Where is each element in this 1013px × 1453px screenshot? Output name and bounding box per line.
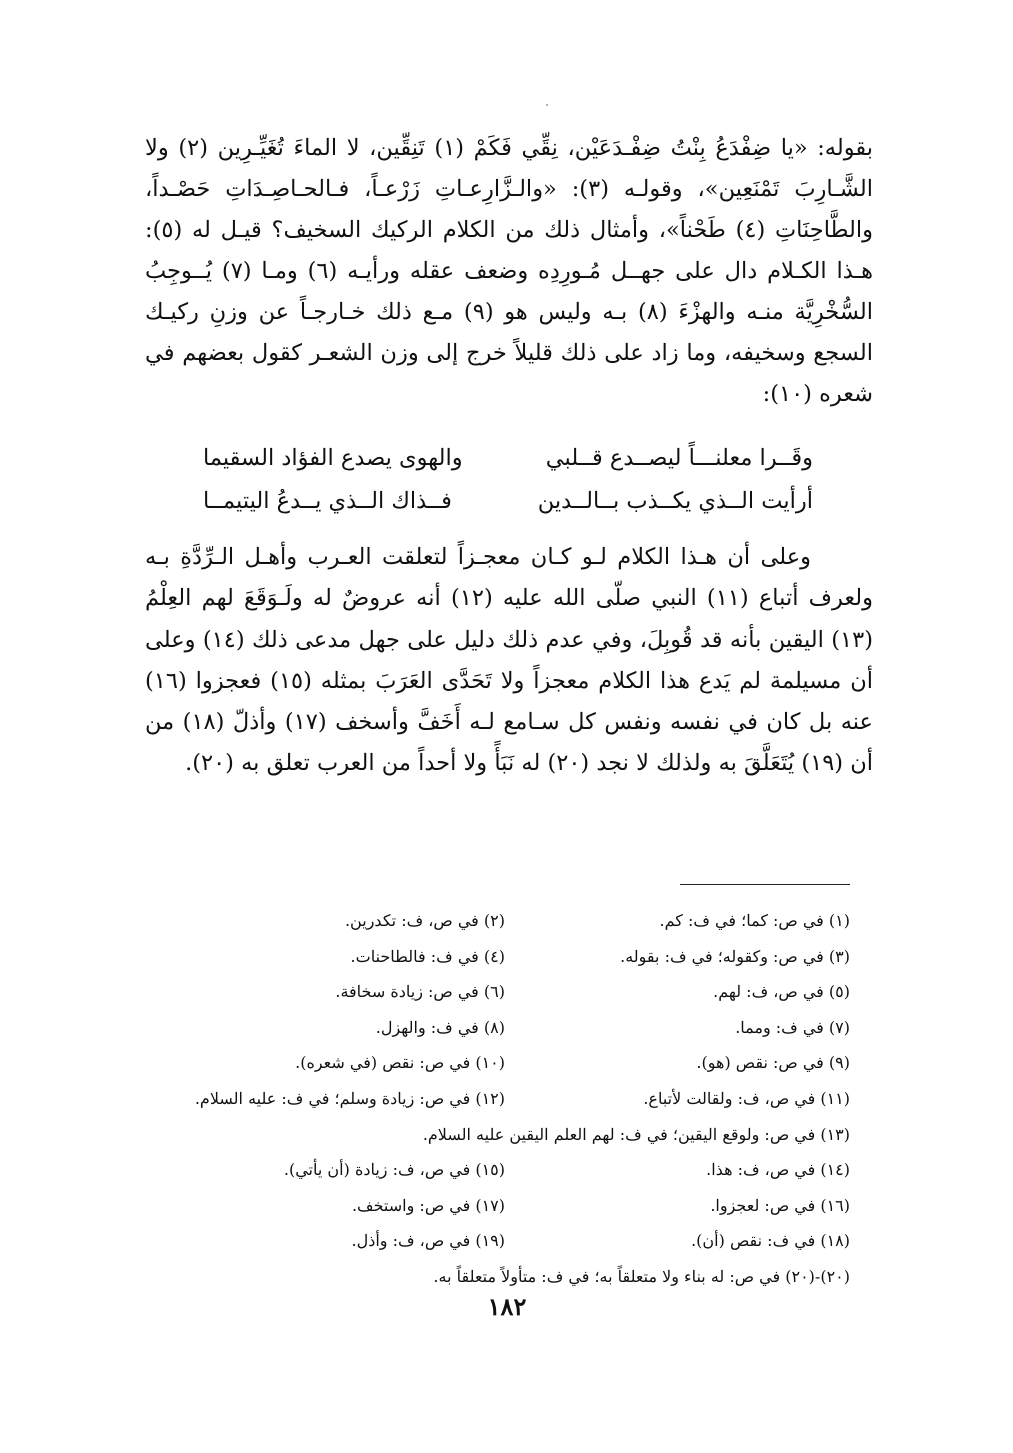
footnote: (٨) في ف: والهزل.: [375, 1017, 505, 1037]
scan-speck: [546, 104, 548, 106]
verse-second-hemistich: فــذاك الــذي يــدعُ اليتيمــا: [203, 488, 452, 514]
footnote: (١٤) في ص، ف: هذا.: [706, 1160, 850, 1180]
footnote-row: [160, 903, 850, 939]
poem-verses: [203, 437, 813, 523]
footnote: (٤) في ف: فالطاحنات.: [350, 946, 505, 966]
paragraph-2: وعلى أن هـذا الكلام لـو كـان معجـزاً لتعلقت العـرب وأهـل الـرِّدَّةِ بـه ولعرف أتباع (١١) النبي صلّى الله عليه (١٢) أنه عروضٌ له ولَـوَقَعَ لهم العِلْمُ (١٣) اليقين بأنه قد قُوبِلَ، وفي عدم ذلك دليل على جهل مدعى ذلك (١٤) وعلى أن مسيلمة لم يَدع هذا الكلام معجزاً ولا تَحَدَّى العَرَبَ بمثله (١٥) فعجزوا (١٦) عنه بل كان في نفسه ونفس كل سـامع لـه أَخَفَّ وأسخف (١٧) وأذلّ (١٨) من أن (١٩) يُتَعَلَّقَ به ولذلك لا نجد (٢٠) له نَبَأً ولا أحداً من العرب تعلق به (٢٠).: [145, 544, 873, 777]
main-paragraph: [145, 128, 873, 415]
verse-line: [203, 480, 813, 523]
footnote-row: [160, 939, 850, 975]
footnote: (١٥) في ص، ف: زيادة (أن يأتي).: [283, 1160, 505, 1180]
footnote: (١) في ص: كما؛ في ف: كم.: [659, 911, 850, 930]
footnote: (٧) في ف: ومما.: [735, 1017, 850, 1037]
footnote: (١١) في ص، ف: ولقالت لأتباع.: [643, 1088, 850, 1108]
footnote: (٩) في ص: نقص (هو).: [696, 1053, 850, 1073]
paragraph-1: بقوله: «يا ضِفْدَعُ بِنْتُ ضِفْـدَعَيْن، نِقِّي فَكَمْ (١) تَنِقِّين، لا الماءَ تُغَيِّـرِين (٢) ولا الشَّـارِبَ تَمْنَعِين»، وقولـه (٣): «والـزَّارِعـاتِ زَرْعـاً، فـالحـاصِـدَاتِ حَصْـداً، والطَّاحِنَاتِ (٤) طَحْناً»، وأمثال ذلك من الكلام الركيك السخيف؟ قيـل له (٥): هـذا الكـلام دال على جهــل مُـورِدِه وضعف عقله ورأيـه (٦) ومـا (٧) يُــوجِبُ السُّخْرِيَّة منـه والهزْءَ (٨) بـه وليس هو (٩) مـع ذلك خـارجـاً عن وزنِ ركيـك السجع وسخيفه، وما زاد على ذلك قليلاً خرج إلى وزن الشعـر كقول بعضهم في شعره (١٠):: [145, 135, 873, 407]
verse-line: [203, 437, 813, 480]
footnote: (٦) في ص: زيادة سخافة.: [335, 982, 505, 1002]
page-number: ١٨٢: [487, 1292, 527, 1321]
verse-first-hemistich: وقَــرا معلنـــاً ليصــدع قــلبي: [545, 445, 813, 471]
footnote-row: [160, 1081, 850, 1117]
verse-second-hemistich: والهوى يصدع الفؤاد السقيما: [203, 445, 463, 471]
footnote: (٣) في ص: وكقوله؛ في ف: بقوله.: [620, 946, 850, 966]
footnote: (١٨) في ف: نقص (أن).: [691, 1231, 850, 1251]
footnotes: [160, 903, 850, 1295]
footnote-row: [160, 1045, 850, 1081]
footnote: (١٣) في ص: ولوقع اليقين؛ في ف: لهم العلم اليقين عليه السلام.: [422, 1124, 850, 1144]
footnote: (١٠) في ص: نقص (في شعره).: [295, 1053, 505, 1073]
footnote: (١٩) في ص، ف: وأذل.: [351, 1231, 505, 1251]
footnote-row: [160, 1259, 850, 1295]
footnote: (٢٠)-(٢٠) في ص: له بناء ولا متعلقاً به؛ في ف: متأولاً متعلقاً به.: [433, 1266, 850, 1286]
footnote-row: [160, 1188, 850, 1224]
footnote: (١٢) في ص: زيادة وسلم؛ في ف: عليه السلام.: [194, 1088, 505, 1108]
footnote-row: [160, 1223, 850, 1259]
footnote-row: [160, 1117, 850, 1153]
footnote: (٥) في ص، ف: لهم.: [713, 982, 850, 1002]
footnote-separator: [680, 884, 850, 885]
footnote-row: [160, 974, 850, 1010]
second-paragraph: [145, 537, 873, 785]
footnote: (١٦) في ص: لعجزوا.: [710, 1195, 850, 1215]
footnote-row: [160, 1152, 850, 1188]
verse-first-hemistich: أرأيت الــذي يكــذب بــالــدين: [537, 488, 813, 514]
footnote: (٢) في ص، ف: تكدرين.: [344, 911, 505, 930]
footnote: (١٧) في ص: واستخف.: [351, 1195, 505, 1215]
footnote-row: [160, 1010, 850, 1046]
